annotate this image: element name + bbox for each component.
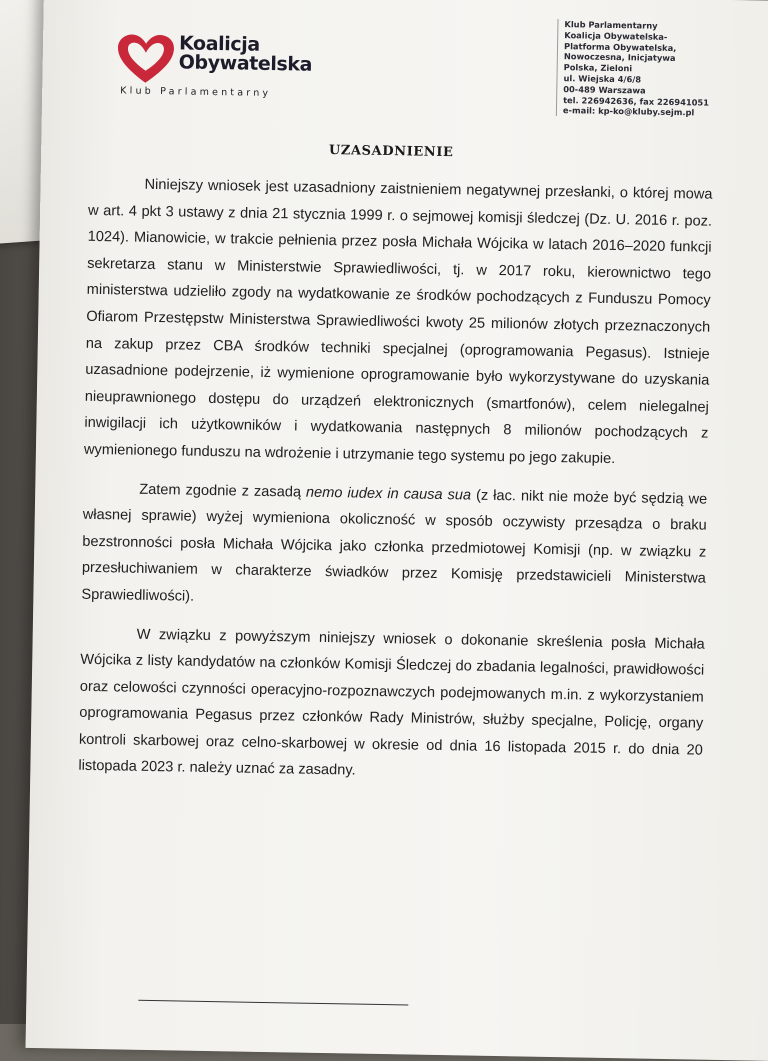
paragraph-2: [81, 475, 707, 619]
paragraph-2-start: Zatem zgodnie z zasadą: [139, 481, 307, 501]
document-body: [78, 171, 713, 803]
contact-line: Klub Parlamentarny: [564, 19, 658, 31]
contact-line: Polska, Zieloni: [563, 62, 633, 74]
logo-wordmark: [179, 34, 313, 74]
paragraph-1: Niniejszy wniosek jest uzasadniony zaistnieniem negatywnej przesłanki, o której mowa w art. 4 pkt 3 ustawy z dnia 21 stycznia 1999 r. o sejmowej komisji śledczej (Dz. U. 2016 r. poz. 1024). Mianowicie, w trakcie pełnienia przez posła Michała Wójcika w latach 2016–2020 funkcji sekretarza stanu w Ministerstwie Sprawiedliwości, tj. w 2017 roku, kierownictwo tego ministerstwa udzieliło zgody na wydatkowanie ze środków pochodzących z Funduszu Pomocy Ofiarom Przestępstw Ministerstwa Sprawiedliwości kwoty 25 milionów złotych przeznaczonych na zakup przez CBA środków techniki specjalnej (oprogramowania Pegasus). Istnieje uzasadnione podejrzenie, iż wymienione oprogramowanie było wykorzystywane do uzyskania nieuprawnionego dostępu do urządzeń elektronicznych (smartfonów), celem nielegalnej inwigilacji ich użytkowników i wydatkowania następnych 8 milionów pochodzących z wymienionego funduszu na wdrożenie i utrzymanie tego systemu po jego zakupie.: [83, 176, 713, 467]
paragraph-2-rest: (z łac. nikt nie może być sędzią we własnej sprawie) wyżej wymieniona okoliczność w sposób oczywisty przesądza o braku bezstronności posła Michała Wójcika jako członka przedmiotowej Komisji (np. w związku z przesłuchiwaniem w charakterze świadków przez Komisję przedstawicieli Ministerstwa Sprawiedliwości).: [81, 487, 708, 605]
contact-line: Koalicja Obywatelska-: [564, 29, 668, 42]
logo-line-1: Koalicja: [178, 32, 260, 56]
contact-phone-fax: tel. 226942636, fax 226941051: [563, 94, 710, 108]
logo-subtitle: Klub Parlamentarny: [120, 85, 272, 99]
signature-rule: [138, 1000, 408, 1006]
contact-address-city: 00-489 Warszawa: [563, 83, 646, 96]
document-page: [26, 0, 768, 1061]
heart-logo-icon: [116, 33, 175, 86]
contact-line: Nowoczesna, Inicjatywa: [563, 51, 676, 64]
contact-block: [556, 19, 711, 119]
paragraph-3: W związku z powyższym niniejszy wniosek o dokonanie skreślenia posła Michała Wójcika z listy kandydatów na członków Komisji Śledczej do zbadania legalności, prawidłowości oraz celowości czynności operacyjno-rozpoznawczych podejmowanych m.in. z wykorzystaniem oprogramowania Pegasus przez członków Rady Ministrów, służby specjalne, Policję, organy kontroli skarbowej oraz celno-skarbowej w okresie od dnia 16 listopada 2015 r. do dnia 20 listopada 2023 r. należy uznać za zasadny.: [78, 626, 705, 780]
latin-maxim: nemo iudex in causa sua: [305, 484, 472, 504]
contact-email: e-mail: kp-ko@kluby.sejm.pl: [562, 105, 695, 118]
contact-line: Platforma Obywatelska,: [563, 40, 677, 53]
logo-line-2: Obywatelska: [178, 51, 313, 76]
koalicja-logo: [116, 33, 317, 106]
contact-address-street: ul. Wiejska 4/6/8: [563, 73, 642, 85]
document-title: UZASADNIENIE: [328, 142, 454, 161]
